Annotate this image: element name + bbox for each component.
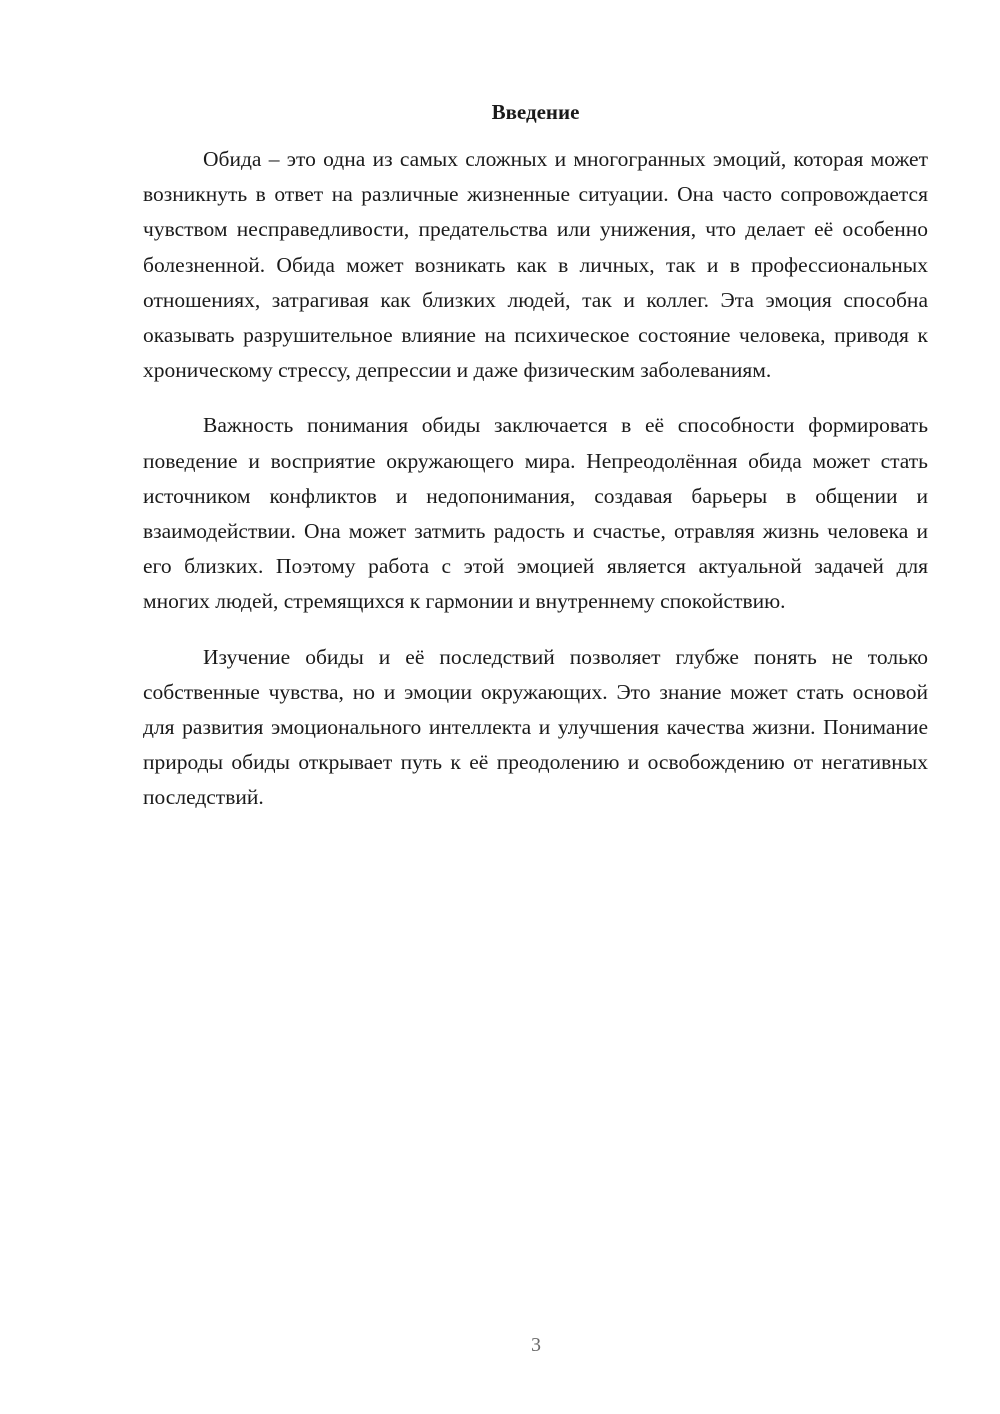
- paragraph-1: Обида – это одна из самых сложных и многогранных эмоций, которая может возникнуть в ответ на различные жизненные ситуации. Она часто сопровождается чувством несправедливости, предательства или унижения, что делает её особенно болезненной. Обида может возникать как в личных, так и в профессиональных отношениях, затрагивая как близких людей, так и коллег. Эта эмоция способна оказывать разрушительное влияние на психическое состояние человека, приводя к хроническому стрессу, депрессии и даже физическим заболеваниям.: [143, 147, 928, 383]
- section-title: Введение: [491, 100, 580, 124]
- page-number: 3: [531, 1334, 541, 1356]
- paragraph-2: Важность понимания обиды заключается в её способности формировать поведение и восприятие окружающего мира. Непреодолённая обида может стать источником конфликтов и недопонимания, создавая барьеры в общении и взаимодействии. Она может затмить радость и счастье, отравляя жизнь человека и его близких. Поэтому работа с этой эмоцией является актуальной задачей для многих людей, стремящихся к гармонии и внутреннему спокойствию.: [143, 413, 928, 614]
- paragraph-3: Изучение обиды и её последствий позволяет глубже понять не только собственные чувства, но и эмоции окружающих. Это знание может стать основой для развития эмоционального интеллекта и улучшения качества жизни. Понимание природы обиды открывает путь к её преодолению и освобождению от негативных последствий.: [143, 644, 928, 810]
- page-content: [143, 96, 928, 836]
